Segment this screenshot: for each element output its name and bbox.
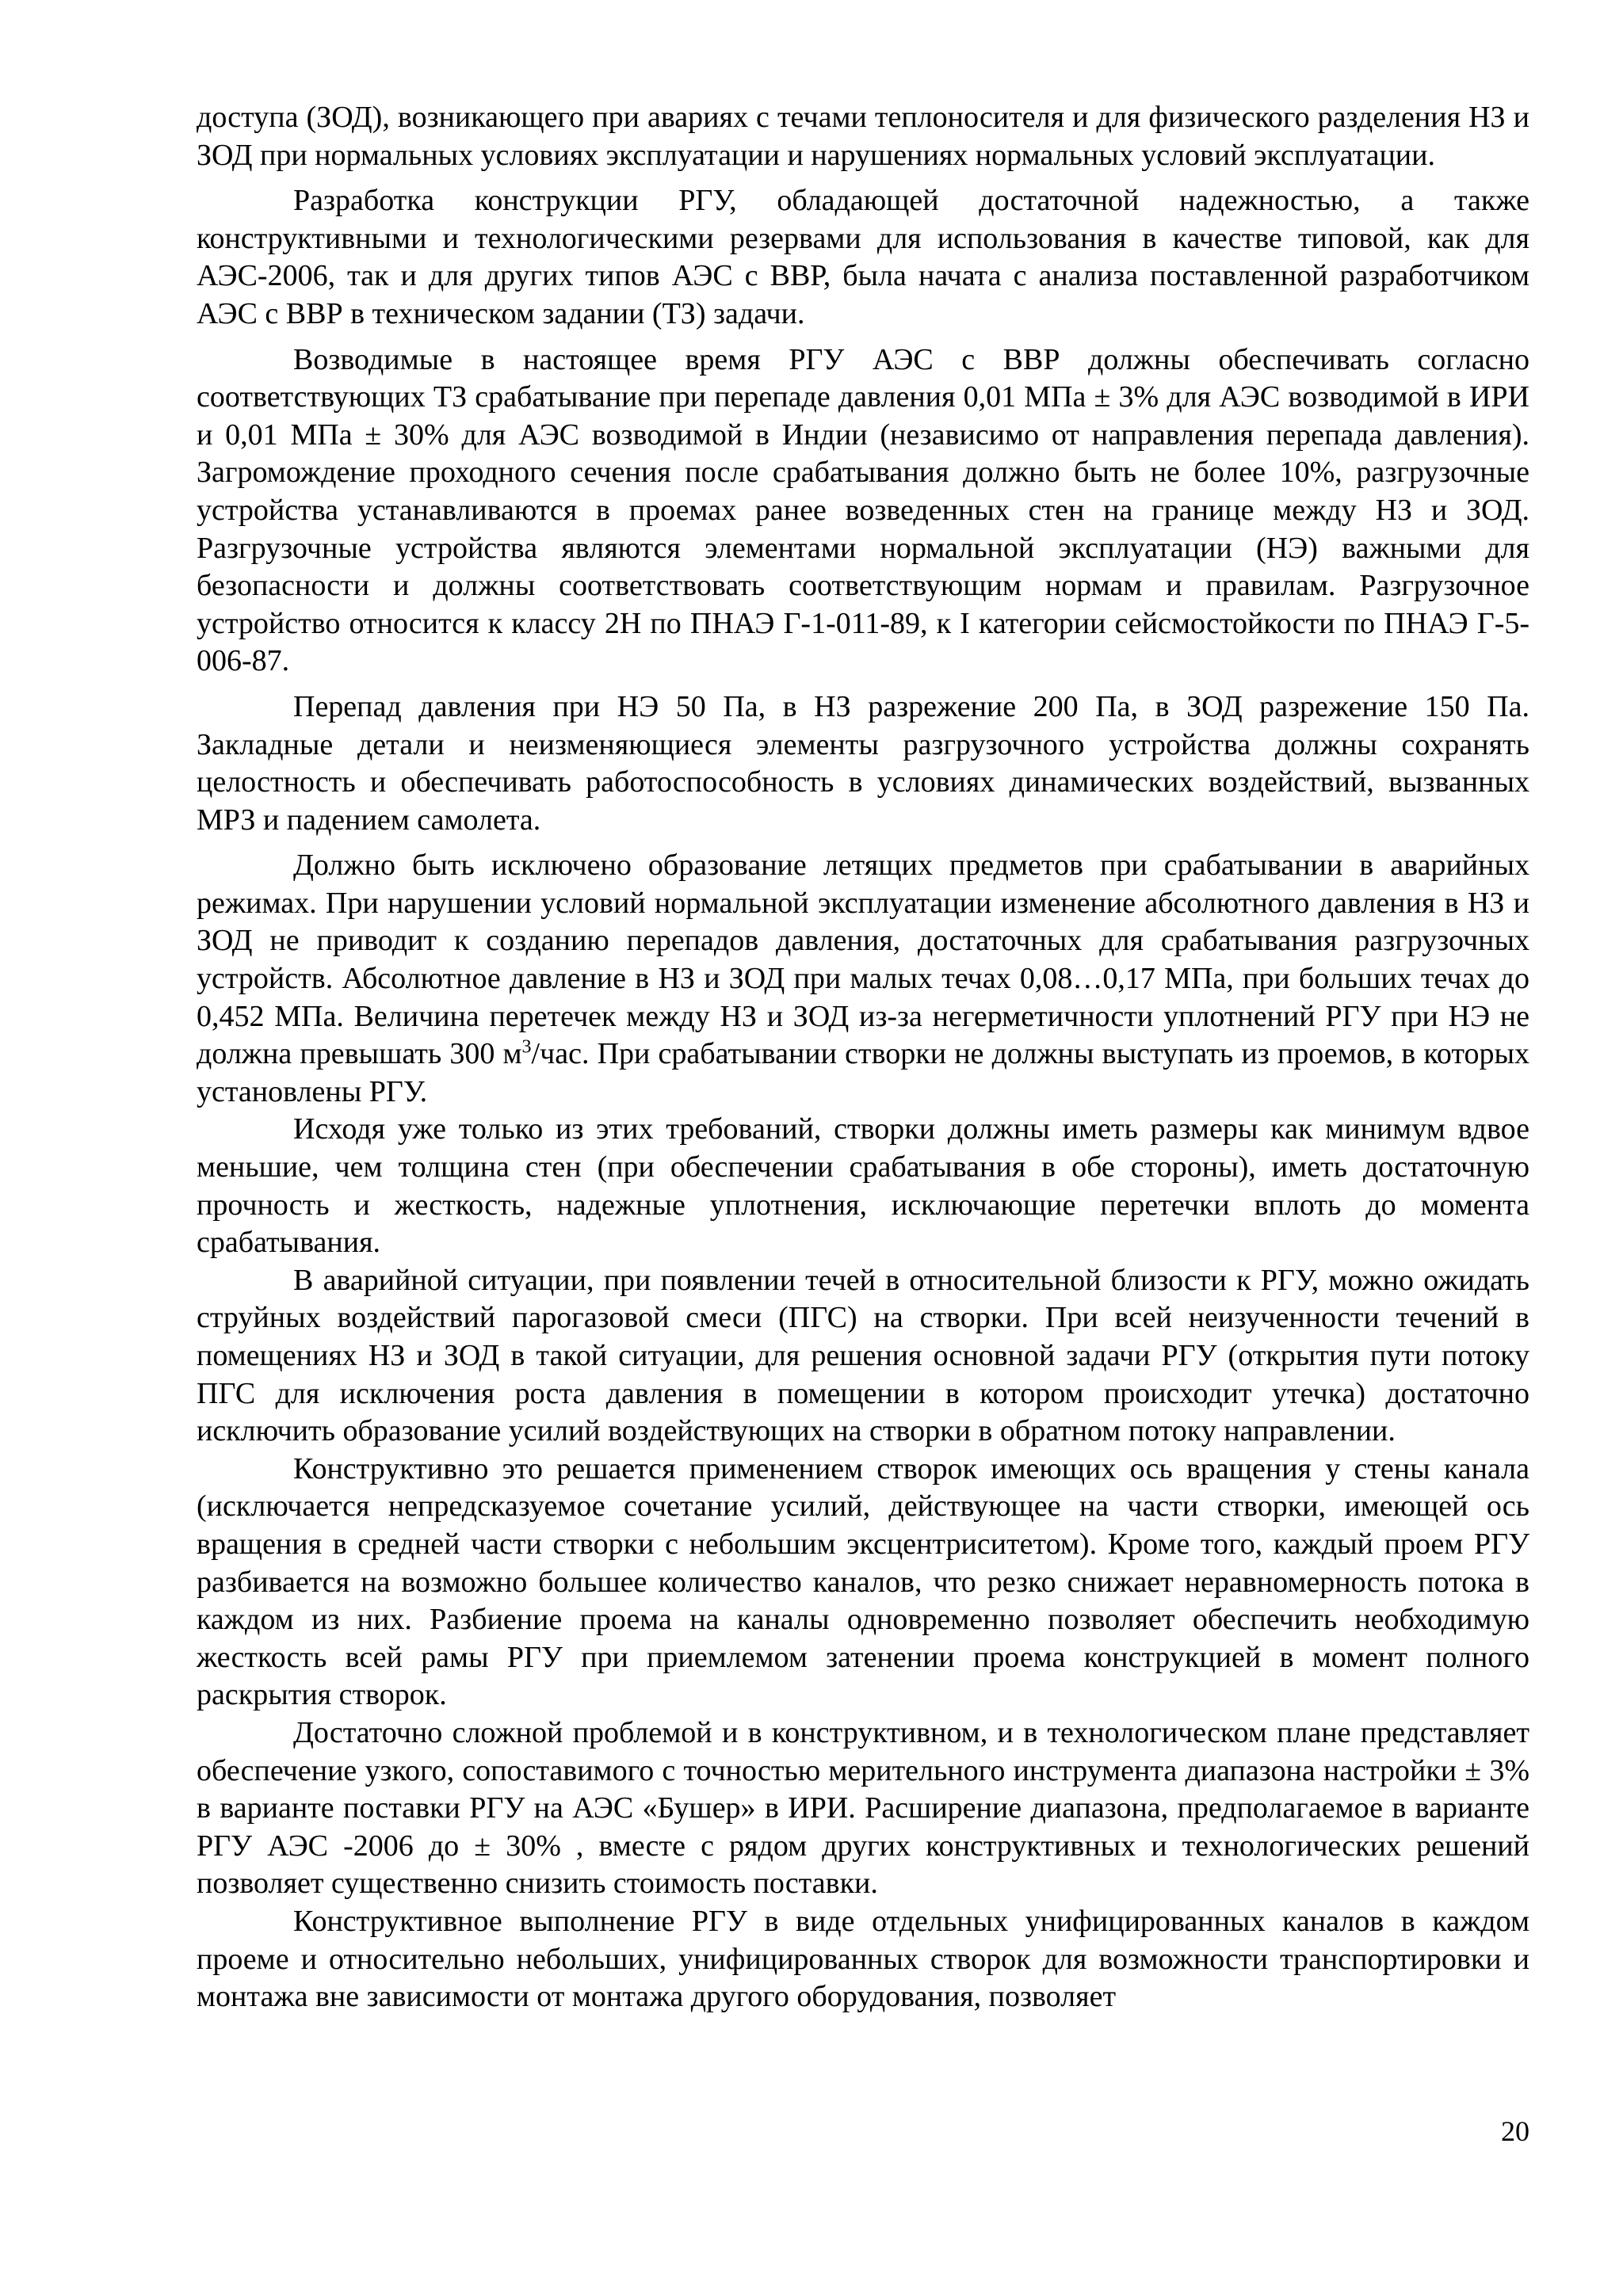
paragraph-10: Конструктивное выполнение РГУ в виде отдельных унифицированных каналов в каждом проеме и относительно небольших, унифицированных створок для возможности транспортировки и монтажа вне зависимости от монтажа другого оборудования, позволяет — [197, 1904, 1529, 2014]
paragraph-2: Разработка конструкции РГУ, обладающей достаточной надежностью, а также конструктивными и технологическими резервами для использования в качестве типовой, как для АЭС-2006, так и для других типов АЭС с ВВР, была начата с анализа поставленной разработчиком АЭС с ВВР в техническом задании (ТЗ) задачи. — [197, 184, 1529, 330]
paragraph-1: доступа (ЗОД), возникающего при авариях с течами теплоносителя и для физического разделения НЗ и ЗОД при нормальных условиях эксплуатации и нарушениях нормальных условий эксплуатации. — [197, 101, 1529, 172]
paragraph-5-text: Должно быть исключено образование летящих предметов при срабатывании в аварийных режимах. При нарушении условий нормальной эксплуатации изменение абсолютного давления в НЗ и ЗОД не приводит к созданию перепадов давления, достаточных для срабатывания разгрузочных устройств. Абсолютное давление в НЗ и ЗОД при малых течах 0,08…0,17 МПа, при больших течах до 0,452 МПа. Величина перетечек между НЗ и ЗОД из-за негерметичности уплотнений РГУ при НЭ не должна превышать 300 м — [197, 849, 1529, 1071]
paragraph-3: Возводимые в настоящее время РГУ АЭС с ВВР должны обеспечивать согласно соответствующих ТЗ срабатывание при перепаде давления 0,01 МПа ± 3% для АЭС возводимой в ИРИ и 0,01 МПа ± 30% для АЭС возводимой в Индии (независимо от направления перепада давления). Загромождение проходного сечения после срабатывания должно быть не более 10%, разгрузочные устройства устанавливаются в проемах ранее возведенных стен на границе между НЗ и ЗОД. Разгрузочные устройства являются элементами нормальной эксплуатации (НЭ) важными для безопасности и должны соответствовать соответствующим нормам и правилам. Разгрузочное устройство относится к классу 2Н по ПНАЭ Г-1-011-89, к I категории сейсмостойкости по ПНАЭ Г-5-006-87. — [197, 342, 1529, 678]
document-body — [197, 99, 1529, 2016]
paragraph-6: Исходя уже только из этих требований, створки должны иметь размеры как минимум вдвое меньшие, чем толщина стен (при обеспечении срабатывания в обе стороны), иметь достаточную прочность и жесткость, надежные уплотнения, исключающие перетечки вплоть до момента срабатывания. — [197, 1112, 1529, 1260]
paragraph-8: Конструктивно это решается применением створок имеющих ось вращения у стены канала (исключается непредсказуемое сочетание усилий, действующее на части створки, имеющей ось вращения в средней части створки с небольшим эксцентриситетом). Кроме того, каждый проем РГУ разбивается на возможно большее количество каналов, что резко снижает неравномерность потока в каждом из них. Разбиение проема на каналы одновременно позволяет обеспечить необходимую жесткость всей рамы РГУ при приемлемом затенении проема конструкцией в момент полного раскрытия створок. — [197, 1451, 1529, 1712]
paragraph-5 — [197, 847, 1529, 1111]
paragraph-7: В аварийной ситуации, при появлении течей в относительной близости к РГУ, можно ожидать струйных воздействий парогазовой смеси (ПГС) на створки. При всей неизученности течений в помещениях НЗ и ЗОД в такой ситуации, для решения основной задачи РГУ (открытия пути потоку ПГС для исключения роста давления в помещении в котором происходит утечка) достаточно исключить образование усилий воздействующих на створки в обратном потоку направлении. — [197, 1263, 1529, 1448]
superscript-cubic: 3 — [521, 1036, 532, 1058]
paragraph-5-tail: /час. При срабатывании створки не должны выступать из проемов, в которых установлены РГУ. — [197, 1037, 1530, 1108]
page-number: 20 — [1501, 2115, 1529, 2147]
paragraph-4: Перепад давления при НЭ 50 Па, в НЗ разрежение 200 Па, в ЗОД разрежение 150 Па. Закладные детали и неизменяющиеся элементы разгрузочного устройства должны сохранять целостность и обеспечивать работоспособность в условиях динамических воздействий, вызванных МРЗ и падением самолета. — [197, 689, 1529, 837]
paragraph-9: Достаточно сложной проблемой и в конструктивном, и в технологическом плане представляет обеспечение узкого, сопоставимого с точностью мерительного инструмента диапазона настройки ± 3% в варианте поставки РГУ на АЭС «Бушер» в ИРИ. Расширение диапазона, предполагаемое в варианте РГУ АЭС -2006 до ± 30% , вместе с рядом других конструктивных и технологических решений позволяет существенно снизить стоимость поставки. — [197, 1715, 1529, 1901]
